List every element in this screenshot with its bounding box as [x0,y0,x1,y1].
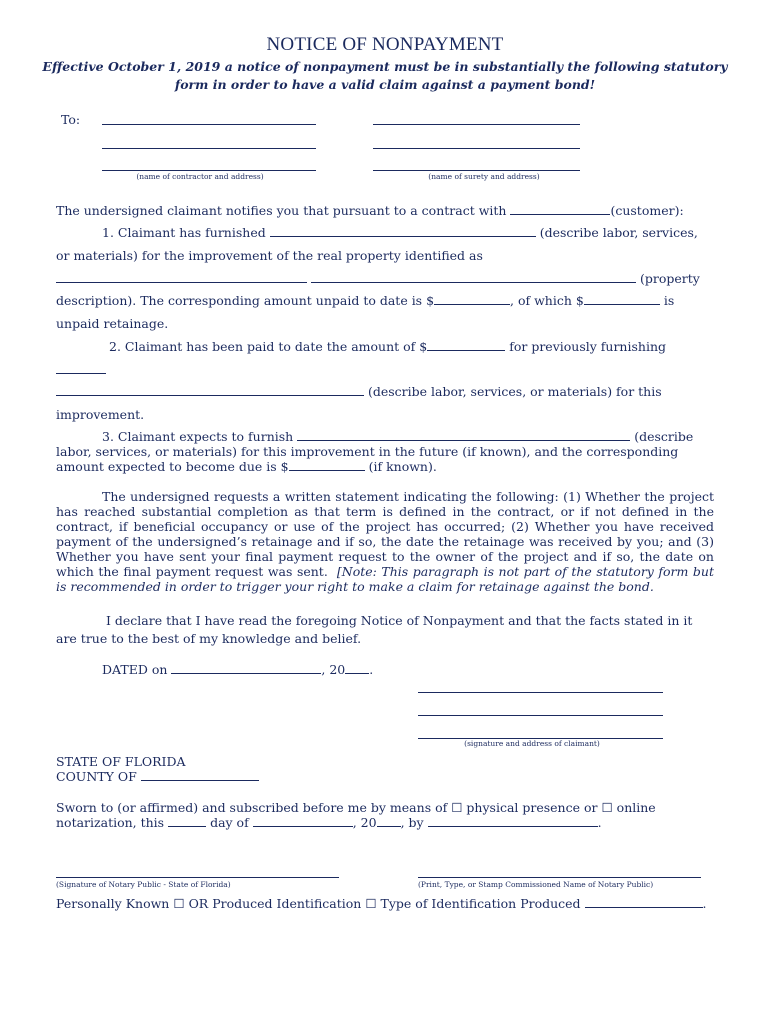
personally-known-label: Personally Known [56,896,170,911]
sworn-month-blank[interactable] [253,815,353,827]
item3-furnish-blank[interactable] [297,429,630,441]
sworn-end: . [597,815,602,830]
dated-end: . [369,662,374,677]
item2-line1 [109,339,666,354]
physical-presence-checkbox[interactable]: ☐ [451,800,463,815]
request-paragraph [56,489,714,594]
intro-text: The undersigned claimant notifies you that pursuant to a contract with [56,203,507,218]
retainage-amount-blank[interactable] [584,293,660,305]
dated-year-prefix: , 20 [321,662,346,677]
surety-caption: (name of surety and address) [428,172,540,181]
item1-line4 [56,293,674,308]
item1-line1 [102,225,698,240]
sworn-text-1: Sworn to (or affirmed) and subscribed before me by means of [56,800,448,815]
dated-year-blank[interactable] [345,662,369,674]
item2-describe: (describe labor, services, or materials) for this [367,384,662,399]
dated-day-blank[interactable] [171,662,321,674]
request-note: [Note: This paragraph is not part of the statutory form but is recommended in order to trigger your right to make a claim for retainage against the bond. [56,564,714,594]
surety-line-2[interactable] [373,148,580,149]
item1-line2: or materials) for the improvement of the real property identified as [56,248,483,263]
property-blank-2[interactable] [311,271,636,283]
produced-id-label: OR Produced Identification [188,896,362,911]
item1-describe: (describe labor, services, [539,225,698,240]
county-blank[interactable] [141,769,259,781]
paid-amount-blank[interactable] [427,339,505,351]
contractor-line-1[interactable] [102,124,316,125]
sworn-line2 [56,815,602,830]
county-line [56,769,259,784]
sworn-by: , by [400,815,424,830]
item3-lead: 3. Claimant expects to furnish [102,429,294,444]
identification-line [56,896,707,911]
online-notarization-checkbox[interactable]: ☐ [601,800,613,815]
item3-line2: labor, services, or materials) for this improvement in the future (if known), and the corresponding [56,444,679,459]
sworn-text-2: physical presence or [466,800,598,815]
declaration: I declare that I have read the foregoing Notice of Nonpayment and that the facts stated in it are true to the best of my knowledge and belief. [56,613,693,646]
item1-lead: 1. Claimant has furnished [102,225,266,240]
sworn-by-blank[interactable] [428,815,598,827]
customer-label: (customer): [610,203,684,218]
effective-notice: Effective October 1, 2019 a notice of nonpayment must be in substantially the following statutory form in order to have a valid claim against a payment bond! [42,59,728,92]
sworn-day-blank[interactable] [168,815,206,827]
to-label: To: [61,112,81,127]
sworn-year-prefix: , 20 [352,815,377,830]
item3-describe: (describe [634,429,694,444]
property-label: (property [639,271,700,286]
customer-blank[interactable] [510,203,610,215]
item2-line3 [56,384,662,399]
dated-label: DATED on [102,662,168,677]
item2-furnishing-blank-1[interactable] [56,373,106,374]
contractor-line-2[interactable] [102,148,316,149]
item3-amount-text: amount expected to become due is $ [56,459,289,474]
item3-if-known: (if known). [368,459,437,474]
item1-retainage-text: , of which $ [510,293,584,308]
produced-id-checkbox[interactable]: ☐ [365,896,377,911]
item3-line1 [102,429,693,444]
sworn-this: notarization, this [56,815,165,830]
sworn-day-of: day of [210,815,249,830]
intro-line [56,203,684,218]
state-label: STATE OF FLORIDA [56,754,186,769]
item2-tail: for previously furnishing [509,339,666,354]
county-label: COUNTY OF [56,769,137,784]
claimant-line-1[interactable] [418,692,663,693]
id-type-label: Type of Identification Produced [380,896,581,911]
claimant-caption: (signature and address of claimant) [464,739,600,748]
item2-furnishing-blank-2[interactable] [56,384,364,396]
contractor-caption: (name of contractor and address) [136,172,264,181]
contractor-line-3[interactable] [102,170,316,171]
item2-lead: 2. Claimant has been paid to date the amount of $ [109,339,428,354]
claimant-line-2[interactable] [418,715,663,716]
dated-line [102,662,373,677]
item1-is-text: is [663,293,675,308]
personally-known-checkbox[interactable]: ☐ [173,896,185,911]
page-title: NOTICE OF NONPAYMENT [266,34,504,55]
sworn-line1 [56,800,656,815]
property-blank-1[interactable] [56,271,307,283]
item1-amount-text: description). The corresponding amount unpaid to date is $ [56,293,435,308]
notary-signature-caption: (Signature of Notary Public - State of Florida) [56,880,231,889]
item2-line4: improvement. [56,407,145,422]
surety-line-3[interactable] [373,170,580,171]
item1-line5: unpaid retainage. [56,316,169,331]
notary-name-line[interactable] [418,877,701,878]
identification-end: . [702,896,707,911]
unpaid-amount-blank[interactable] [434,293,510,305]
id-type-blank[interactable] [585,896,703,908]
item3-line3 [56,459,437,474]
sworn-year-blank[interactable] [377,815,401,827]
item1-furnished-blank[interactable] [270,225,536,237]
surety-line-1[interactable] [373,124,580,125]
sworn-text-3: online [616,800,656,815]
expected-amount-blank[interactable] [289,459,365,471]
notary-name-caption: (Print, Type, or Stamp Commissioned Name of Notary Public) [418,880,654,889]
item1-line3 [56,271,700,286]
notary-signature-line[interactable] [56,877,339,878]
request-body: The undersigned requests a written statement indicating the following: (1) Whether the project has reached substantial completion as that term is defined in the contract, or if not defined in the contract, if beneficial occupancy or use of the project has occurred; (2) Whether you have received payment of the undersigned’s retainage and if so, the date the retainage was received by you; and (3) Whether you have sent your final payment request to the owner of the project and if so, the date on which the final payment request was sent. [56,489,714,579]
